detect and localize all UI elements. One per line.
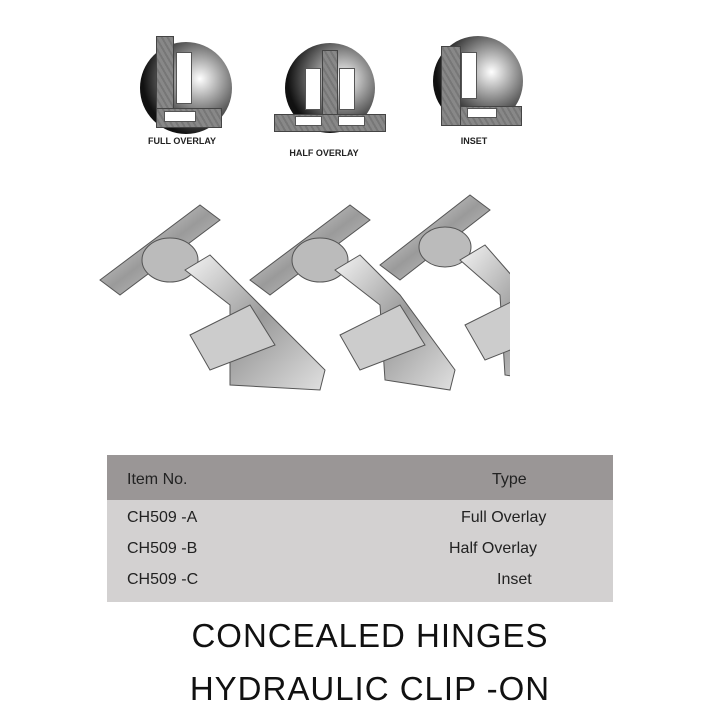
- table-header: [107, 455, 613, 500]
- diagram-label-half-overlay: HALF OVERLAY: [289, 148, 359, 158]
- item-type: Half Overlay: [449, 540, 538, 557]
- hinge-full-overlay: [100, 205, 325, 390]
- table-body: [107, 500, 613, 602]
- header-item-no: Item No.: [127, 471, 188, 488]
- diagram-label-full-overlay: FULL OVERLAY: [147, 136, 217, 146]
- product-title-line1: CONCEALED HINGES: [191, 617, 549, 654]
- item-type: Full Overlay: [461, 509, 547, 526]
- item-no: CH509 -C: [127, 571, 199, 588]
- diagram-label-inset: INSET: [460, 136, 488, 146]
- item-no: CH509 -B: [127, 540, 198, 557]
- product-title-line2: HYDRAULIC CLIP -ON: [189, 670, 551, 707]
- item-type-table: [107, 455, 613, 602]
- item-no: CH509 -A: [127, 509, 198, 526]
- item-type: Inset: [497, 571, 532, 588]
- hinges-product-image: [90, 185, 510, 415]
- header-type: Type: [492, 471, 527, 488]
